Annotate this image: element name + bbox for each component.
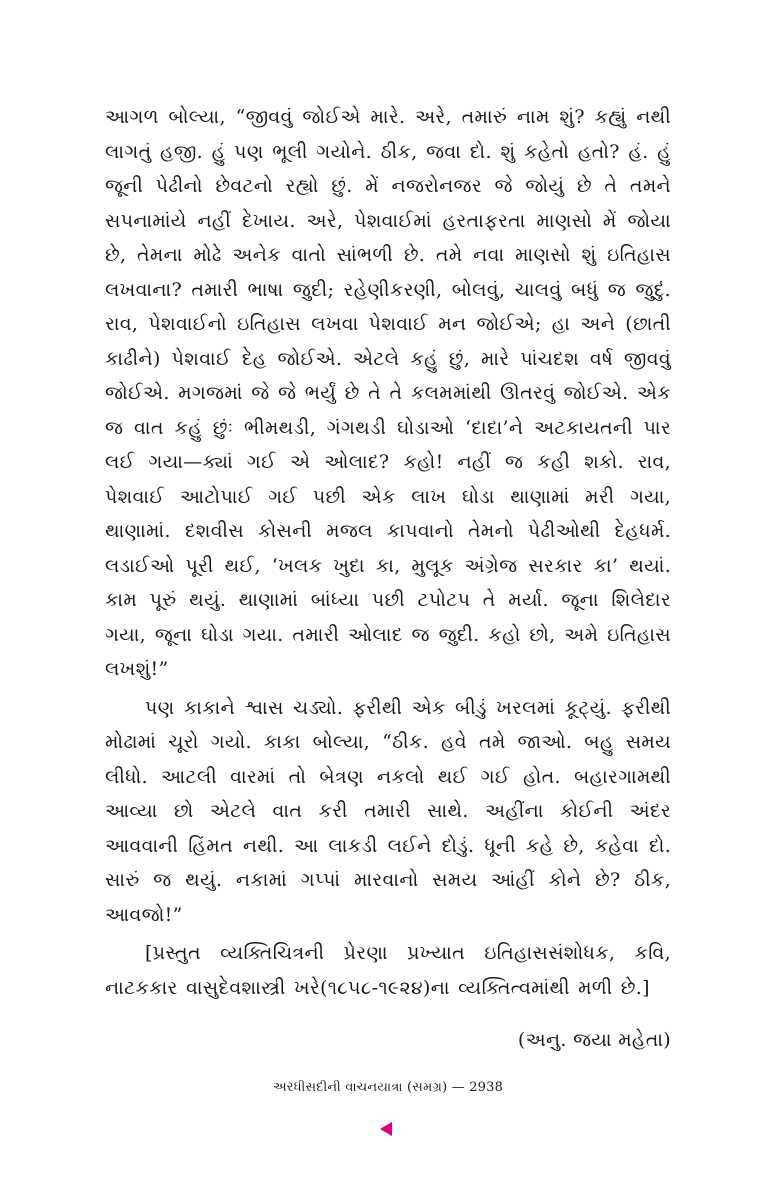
translator-credit: (અનુ. જયા મહેતા) xyxy=(517,1029,671,1051)
page-footer: અરધીસદીની વાચનયાત્રા (સમગ્ર) — 2938 xyxy=(272,1080,504,1095)
previous-page-arrow-icon[interactable] xyxy=(380,1122,392,1136)
main-text xyxy=(105,100,671,1005)
paragraph-1: આગળ બોલ્યા, “જીવવું જોઈએ મારે. અરે, તમારું નામ શું? કહ્યું નથી લાગતું હજી. હું પણ ભૂલી ગયોને. ઠીક, જવા દો. શું કહેતો હતો? હં. હું જૂની પેઢીનો છેવટનો રહ્યો છું. મેં નજરોનજર જે જોયું છે તે તમને સપનામાંયે નહીં દેખાય. અરે, પેશવાઈમાં હરતાફરતા માણસો મેં જોયા છે, તેમના મોઢે અનેક વાતો સાંભળી છે. તમે નવા માણસો શું ઇતિહાસ લખવાના? તમારી ભાષા જુદી; રહેણીકરણી, બોલવું, ચાલવું બધું જ જુદું. રાવ, પેશવાઈનો ઇતિહાસ લખવા પેશવાઈ મન જોઈએ; હા અને (છાતી કાઢીને) પેશવાઈ દેહ જોઈએ. એટલે કહું છું, મારે પાંચદશ વર્ષ જીવવું જોઈએ. મગજમાં જે જે ભર્યું છે તે તે કલમમાંથી ઊતરવું જોઈએ. એક જ વાત કહું છુંઃ ભીમથડી, ગંગથડી ઘોડાઓ ‘દાદા’ને અટકાયતની પાર લઈ ગયા—ક્યાં ગઈ એ ઓલાદ? કહો! નહીં જ કહી શકો. રાવ, પેશવાઈ આટોપાઈ ગઈ પછી એક લાખ ઘોડા થાણામાં મરી ગયા, થાણામાં. દશવીસ કોસની મજલ કાપવાનો તેમનો પેઢીઓથી દેહધર્મ. લડાઈઓ પૂરી થઈ, ‘ખલક ખુદા કા, મુલૂક અંગ્રેજ સરકાર કા’ થયાં. કામ પૂરું થયું. થાણામાં બાંધ્યા પછી ટપોટપ તે મર્યા. જૂના શિલેદાર ગયા, જૂના ઘોડા ગયા. તમારી ઓલાદ જ જુદી. કહો છો, અમે ઇતિહાસ લખશું!” xyxy=(105,106,671,680)
paragraph-2: પણ કાકાને શ્વાસ ચડ્યો. ફરીથી એક બીડું ખરલમાં કૂટ્યું. ફરીથી મોઢામાં ચૂરો ગયો. કાકા બોલ્યા, “ઠીક. હવે તમે જાઓ. બહુ સમય લીધો. આટલી વારમાં તો બેત્રણ નકલો થઈ ગઈ હોત. બહારગામથી આવ્યા છો એટલે વાત કરી તમારી સાથે. અહીંના કોઈની અંદર આવવાની હિંમત નથી. આ લાકડી લઈને દોડું. ધૂની કહે છે, કહેવા દો. સારું જ થયું. નકામાં ગપ્પાં મારવાનો સમય આંહીં કોને છે? ઠીક, આવજો!” xyxy=(105,696,671,926)
source-note: [પ્રસ્તુત વ્યક્તિચિત્રની પ્રેરણા પ્રખ્યાત ઇતિહાસસંશોધક, કવિ, નાટકકાર વાસુદેવશાસ્ત્રી ખરે(૧૮૫૮-૧૯૨૪)ના વ્યક્તિત્વમાંથી મળી છે.] xyxy=(105,942,671,999)
